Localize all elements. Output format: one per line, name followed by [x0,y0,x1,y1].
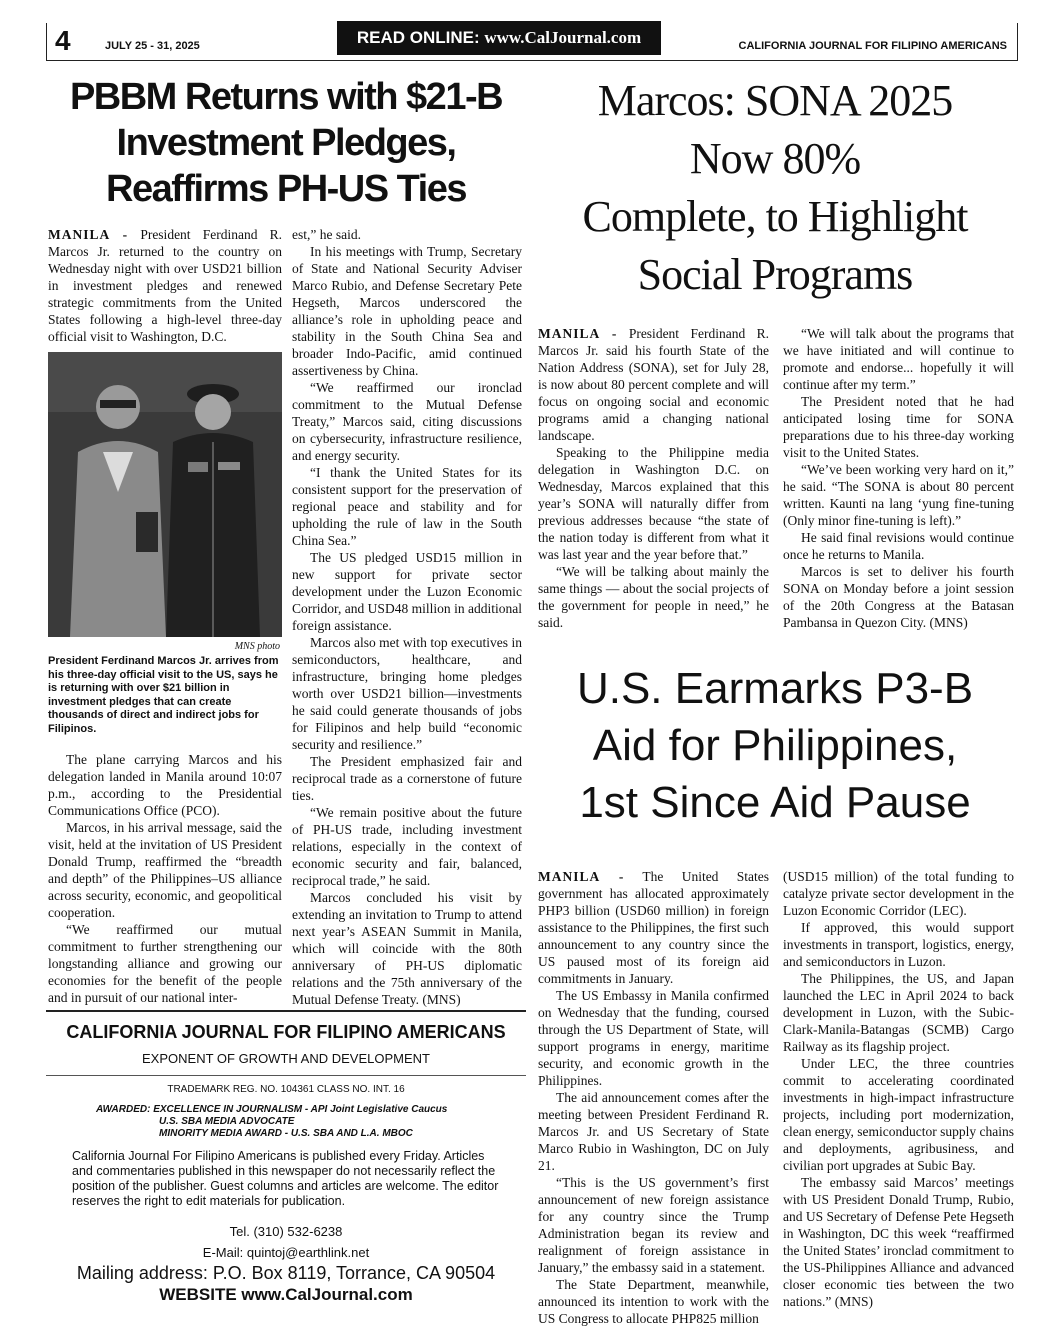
paragraph: (USD15 million) of the total funding to catalyze private sector development in the Luzon Economic Corridor (LEC). [783,869,1014,918]
article1-headline [46,74,526,212]
mailing-address: Mailing address: P.O. Box 8119, Torrance, CA 90504 [76,1263,496,1283]
masthead-title: CALIFORNIA JOURNAL FOR FILIPINO AMERICANS [66,1022,506,1042]
paragraph: The US pledged USD15 million in new support for private sector development under the Luzon Economic Corridor, and USD48 million in additional foreign assistance. [292,550,522,633]
dateline: MANILA - [538,869,625,884]
paragraph: “We reaffirmed our ironclad commitment to the Mutual Defense Treaty,” Marcos said, citing discussions on cybersecurity, infrastructure resilience, and energy security. [292,380,522,463]
paragraph: If approved, this would support investments in transport, logistics, energy, and semiconductors in Luzon. [783,920,1014,969]
headline-line: U.S. Earmarks P3-B [576,664,974,713]
masthead-tagline: EXPONENT OF GROWTH AND DEVELOPMENT [142,1051,430,1066]
paragraph: “We’ve been working very hard on it,” he said. “The SONA is about 80 percent written. Kaunti na lang ‘yung fine-tuning (Only minor fine-tuning is left).” [783,462,1014,528]
lead-text: The United States government has allocated approximately PHP3 billion (USD60 million) in foreign assistance to the Philippines, the first such announcement to any country since the US paused most of its foreign aid commitments in January. [538,869,769,986]
awards [46,1104,526,1140]
divider [46,1075,526,1076]
paragraph: “We remain positive about the future of PH-US trade, including investment relations, especially in the context of economic security and fair, balanced, reciprocal trade,” he said. [292,805,522,888]
award-line: MINORITY MEDIA AWARD - U.S. SBA AND L.A. MBOC [159,1128,413,1139]
paragraph: The President emphasized fair and reciprocal trade as a cornerstone of future ties. [292,754,522,803]
lead-text: President Ferdinand R. Marcos Jr. said his fourth State of the Nation Address (SONA), set for July 28, is now about 80 percent complete and will focus on ongoing social and economic programs amid a changing national landscape. [538,326,769,443]
article1-photo [48,352,282,637]
paragraph: The embassy said Marcos’ meetings with US President Donald Trump, Rubio, and US Secretary of Defense Pete Hegseth in Washington, DC this week “reaffirmed the United States’ ironclad commitment to the US-Philippines Alliance and advanced closer economic ties between the two nations.” (MNS) [783,1175,1014,1309]
article1-column1 [48,751,282,1006]
award-line: AWARDED: EXCELLENCE IN JOURNALISM - API Joint Legislative Caucus [96,1104,448,1115]
article3-headline [530,660,1020,831]
paragraph: est,” he said. [292,227,361,242]
paragraph: The plane carrying Marcos and his delegation landed in Manila around 10:07 p.m., according to the Presidential Communications Office (PCO). [48,752,282,818]
article1-lead [48,226,282,345]
paragraph: “We will talk about the programs that we have initiated and will continue to promote and endorse... hopefully it will continue after my term.” [783,326,1014,392]
lead-text: President Ferdinand R. Marcos Jr. returned to the country on Wednesday night with over USD21 billion in investment pledges and renewed strategic commitments from the United States following a high-level three-day official visit to Washington, D.C. [48,227,282,344]
paragraph: He said final revisions would continue once he returns to Manila. [783,530,1014,562]
read-online-label: READ ONLINE: [356,28,480,47]
telephone: Tel. (310) 532-6238 [229,1224,343,1239]
article2-headline [530,72,1020,304]
headline-line: Reaffirms PH-US Ties [106,168,466,210]
issue-date: JULY 25 - 31, 2025 [105,40,200,52]
paragraph: Marcos concluded his visit by extending an invitation to Trump to attend next year’s ASEAN Summit in Manila, which will coincide with the 80th anniversary of PH-US diplomatic relations and the 75th anniversary of the Mutual Defense Treaty. (MNS) [292,890,522,1007]
headline-line: Investment Pledges, [116,122,456,164]
paragraph: The President noted that he had anticipated losing time for SONA preparations due to his three-day working visit to the United States. [783,394,1014,460]
paragraph: “We reaffirmed our mutual commitment to further strengthening our longstanding alliance and growing our economies for the benefit of the people and in pursuit of our national inter- [48,922,282,1005]
photo-credit: MNS photo [234,641,280,652]
headline-line: PBBM Returns with $21-B [69,76,503,118]
paragraph: The State Department, meanwhile, announced its intention to work with the US Congress to allocate PHP825 million [538,1277,769,1326]
article1-column2 [292,226,522,1008]
email[interactable]: E-Mail: quintoj@earthlink.net [202,1245,370,1260]
paragraph: Speaking to the Philippine media delegation in Washington D.C. on Wednesday, Marcos explained that this year’s SONA will naturally differ from previous addresses because “the state of the nation today is different from what it was last year and the year before that.” [538,445,769,562]
page-number: 4 [55,25,71,56]
paragraph: Marcos also met with top executives in semiconductors, healthcare, and infrastructure, bringing home pledges worth over USD21 billion—investments he said could generate thousands of jobs for Filipinos and help build “economic security and resilience.” [292,635,522,752]
award-line: U.S. SBA MEDIA ADVOCATE [159,1116,295,1127]
headline-line: Complete, to Highlight [582,192,968,241]
read-online-url[interactable]: www.CalJournal.com [484,28,642,47]
photo-caption: President Ferdinand Marcos Jr. arrives from his three-day official visit to the US, says he is returning with over $21 billion in investment pledges that can create thousands of direct and indirect jobs for Filipinos. [48,655,279,735]
read-online-banner[interactable] [337,21,661,55]
paragraph: Marcos, in his arrival message, said the visit, held at the invitation of US President Donald Trump, reaffirmed the “breadth and depth” of the Philippines–US alliance across security, economic, and geopolitical cooperation. [48,820,282,920]
headline-line: Now 80% [689,134,861,183]
headline-line: Social Programs [637,250,913,299]
photo-illustration [48,352,282,637]
dateline: MANILA - [48,227,129,242]
publication-note: California Journal For Filipino Americans is published every Friday. Articles and commentaries published in this newspaper do not necessarily reflect the position of the publisher. Guest columns and articles are welcome. The editor reserves the right to edit materials for publication. [72,1149,499,1208]
publication-name: CALIFORNIA JOURNAL FOR FILIPINO AMERICANS [738,40,1007,52]
article2-column1 [538,325,769,631]
paragraph: Under LEC, the three countries commit to accelerating coordinated investments in high-impact infrastructure projects, including port modernization, clean energy, semiconductor supply chains and deployments, agribusiness, and civilian port upgrades at Subic Bay. [783,1056,1014,1173]
dateline: MANILA - [538,326,618,341]
article3-column2 [783,868,1014,1310]
paragraph: The Philippines, the US, and Japan launched the LEC in April 2024 to back development in Luzon, with the Subic-Clark-Manila-Batangas (SCMB) Cargo Railway as its flagship project. [783,971,1014,1054]
headline-line: Marcos: SONA 2025 [597,76,953,125]
headline-line: 1st Since Aid Pause [579,778,971,827]
paragraph: The US Embassy in Manila confirmed on Wednesday that the funding, coursed through the US Department of State, will support programs in energy, maritime security, and economic growth in the Philippines. [538,988,769,1088]
paragraph: “We will be talking about mainly the same things — about the social projects of the government for people in need,” he said. [538,564,769,630]
paragraph: “This is the US government’s first announcement of new foreign assistance for any country since the Trump Administration began its review and realignment of foreign assistance in January,” the embassy said in a statement. [538,1175,769,1275]
paragraph: “I thank the United States for its consistent support for the preservation of regional peace and stability and for upholding the rule of law in the South China Sea.” [292,465,522,548]
trademark: TRADEMARK REG. NO. 104361 CLASS NO. INT. 16 [167,1084,405,1095]
paragraph: In his meetings with Trump, Secretary of State and National Security Adviser Marco Rubio, and Defense Secretary Pete Hegseth, Marcos underscored the alliance’s role in upholding peace and stability in the South China Sea and broader Indo-Pacific, amid continued assertiveness by China. [292,244,522,378]
headline-line: Aid for Philippines, [592,721,958,770]
article2-column2 [783,325,1014,631]
website-link[interactable]: WEBSITE www.CalJournal.com [159,1285,413,1304]
article3-column1 [538,868,769,1327]
masthead-box [46,1010,526,1337]
paragraph: The aid announcement comes after the meeting between President Ferdinand R. Marcos Jr. and US Secretary of State Marco Rubio in Washington, DC on July 21. [538,1090,769,1173]
paragraph: Marcos is set to deliver his fourth SONA on Monday before a joint session of the 20th Congress at the Batasan Pambansa in Quezon City. (MNS) [783,564,1014,630]
page-header [46,23,1018,61]
